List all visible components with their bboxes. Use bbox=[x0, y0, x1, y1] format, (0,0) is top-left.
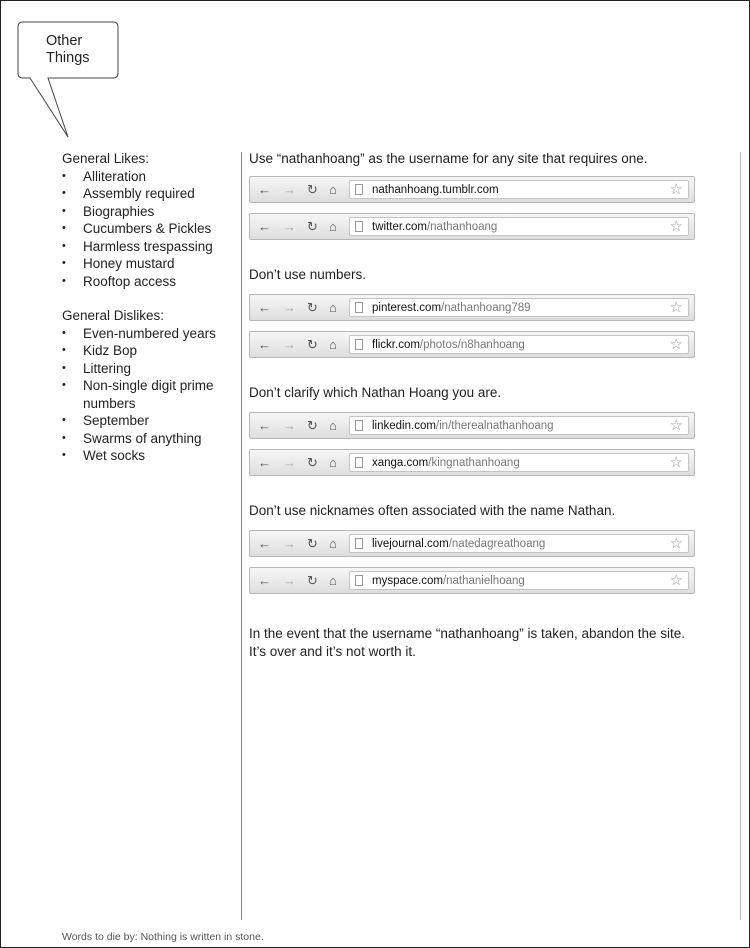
list-item: • Rooftop access bbox=[62, 273, 242, 291]
footer-quote: Words to die by: Nothing is written in stone. bbox=[62, 931, 264, 943]
browser-bar bbox=[249, 412, 695, 439]
list-item: • Swarms of anything bbox=[62, 430, 242, 448]
star-icon[interactable]: ☆ bbox=[669, 218, 683, 235]
dislikes-title: General Dislikes: bbox=[62, 308, 165, 323]
url-domain: linkedin.com bbox=[372, 420, 436, 432]
page-icon bbox=[355, 184, 363, 195]
star-icon[interactable]: ☆ bbox=[669, 336, 683, 353]
star-icon[interactable]: ☆ bbox=[669, 572, 683, 589]
url-domain: flickr.com bbox=[372, 339, 420, 351]
forward-arrow-icon[interactable]: → bbox=[283, 573, 296, 588]
callout-line-2: Things bbox=[46, 50, 90, 66]
rule-text: Don’t use numbers. bbox=[249, 267, 367, 282]
rule-text: Use “nathanhoang” as the username for any site that requires one. bbox=[249, 151, 648, 166]
url-path: /photos/n8hanhoang bbox=[419, 339, 525, 351]
address-bar[interactable] bbox=[349, 180, 689, 199]
page-icon bbox=[355, 420, 363, 431]
list-item: • Non-single digit prime numbers bbox=[62, 377, 223, 412]
home-icon[interactable]: ⌂ bbox=[329, 300, 337, 315]
browser-bar bbox=[249, 449, 695, 476]
page-icon bbox=[355, 575, 363, 586]
rule-text: Don’t use nicknames often associated with the name Nathan. bbox=[249, 503, 616, 518]
reload-icon[interactable]: ↻ bbox=[307, 536, 318, 551]
back-arrow-icon[interactable]: ← bbox=[258, 455, 271, 470]
url-text bbox=[372, 456, 520, 470]
browser-bar bbox=[249, 213, 695, 240]
home-icon[interactable]: ⌂ bbox=[329, 573, 337, 588]
home-icon[interactable]: ⌂ bbox=[329, 418, 337, 433]
list-item: • Kidz Bop bbox=[62, 342, 242, 360]
address-bar[interactable] bbox=[349, 217, 689, 236]
forward-arrow-icon[interactable]: → bbox=[283, 418, 296, 433]
back-arrow-icon[interactable]: ← bbox=[258, 337, 271, 352]
star-icon[interactable]: ☆ bbox=[669, 181, 683, 198]
reload-icon[interactable]: ↻ bbox=[307, 300, 318, 315]
likes-title: General Likes: bbox=[62, 151, 150, 166]
page-icon bbox=[355, 339, 363, 350]
reload-icon[interactable]: ↻ bbox=[307, 455, 318, 470]
address-bar[interactable] bbox=[349, 453, 689, 472]
url-path: /natedagreathoang bbox=[448, 538, 546, 550]
star-icon[interactable]: ☆ bbox=[669, 535, 683, 552]
reload-icon[interactable]: ↻ bbox=[307, 219, 318, 234]
url-text bbox=[372, 183, 499, 197]
closing-line-2: It’s over and it’s not worth it. bbox=[249, 644, 416, 659]
address-bar[interactable] bbox=[349, 534, 689, 553]
list-item: • Biographies bbox=[62, 203, 242, 221]
list-item: • September bbox=[62, 412, 242, 430]
url-text bbox=[372, 419, 554, 433]
page-icon bbox=[355, 538, 363, 549]
address-bar[interactable] bbox=[349, 335, 689, 354]
forward-arrow-icon[interactable]: → bbox=[283, 182, 296, 197]
url-path: /kingnathanhoang bbox=[428, 457, 520, 469]
reload-icon[interactable]: ↻ bbox=[307, 418, 318, 433]
forward-arrow-icon[interactable]: → bbox=[283, 337, 296, 352]
address-bar[interactable] bbox=[349, 298, 689, 317]
callout-bubble bbox=[18, 22, 118, 77]
forward-arrow-icon[interactable]: → bbox=[283, 455, 296, 470]
left-column bbox=[62, 150, 242, 465]
url-domain: twitter.com bbox=[372, 221, 427, 233]
back-arrow-icon[interactable]: ← bbox=[258, 573, 271, 588]
url-text bbox=[372, 574, 525, 588]
url-domain: myspace.com bbox=[372, 575, 443, 587]
list-item: • Wet socks bbox=[62, 447, 242, 465]
list-item: • Assembly required bbox=[62, 185, 242, 203]
browser-bar bbox=[249, 176, 695, 203]
reload-icon[interactable]: ↻ bbox=[307, 573, 318, 588]
home-icon[interactable]: ⌂ bbox=[329, 536, 337, 551]
url-domain: nathanhoang.tumblr.com bbox=[372, 184, 499, 196]
reload-icon[interactable]: ↻ bbox=[307, 337, 318, 352]
back-arrow-icon[interactable]: ← bbox=[258, 219, 271, 234]
home-icon[interactable]: ⌂ bbox=[329, 337, 337, 352]
page-icon bbox=[355, 221, 363, 232]
browser-bar bbox=[249, 331, 695, 358]
url-path: /nathanhoang789 bbox=[441, 302, 531, 314]
back-arrow-icon[interactable]: ← bbox=[258, 536, 271, 551]
url-path: /nathanielhoang bbox=[442, 575, 525, 587]
forward-arrow-icon[interactable]: → bbox=[283, 536, 296, 551]
url-domain: xanga.com bbox=[372, 457, 429, 469]
callout-line-1: Other bbox=[46, 33, 83, 49]
url-domain: livejournal.com bbox=[372, 538, 449, 550]
home-icon[interactable]: ⌂ bbox=[329, 182, 337, 197]
home-icon[interactable]: ⌂ bbox=[329, 455, 337, 470]
right-border-line bbox=[740, 152, 741, 920]
closing-line-1: In the event that the username “nathanhoang” is taken, abandon the site. bbox=[249, 626, 686, 641]
address-bar[interactable] bbox=[349, 571, 689, 590]
page-icon bbox=[355, 457, 363, 468]
star-icon[interactable]: ☆ bbox=[669, 454, 683, 471]
url-path: /in/therealnathanhoang bbox=[435, 420, 554, 432]
list-item: • Even-numbered years bbox=[62, 325, 242, 343]
likes-list bbox=[62, 168, 242, 291]
list-item: • Alliteration bbox=[62, 168, 242, 186]
forward-arrow-icon[interactable]: → bbox=[283, 219, 296, 234]
url-domain: pinterest.com bbox=[372, 302, 442, 314]
rule-text: Don’t clarify which Nathan Hoang you are. bbox=[249, 385, 502, 400]
reload-icon[interactable]: ↻ bbox=[307, 182, 318, 197]
browser-bar bbox=[249, 530, 695, 557]
url-text bbox=[372, 220, 497, 234]
back-arrow-icon[interactable]: ← bbox=[258, 182, 271, 197]
browser-bar bbox=[249, 294, 695, 321]
address-bar[interactable] bbox=[349, 416, 689, 435]
page-icon bbox=[355, 302, 363, 313]
url-text bbox=[372, 537, 545, 551]
main-column bbox=[249, 150, 699, 661]
dislikes-list bbox=[62, 325, 242, 465]
forward-arrow-icon[interactable]: → bbox=[283, 300, 296, 315]
callout-text bbox=[46, 33, 90, 67]
list-item: • Littering bbox=[62, 360, 242, 378]
url-text bbox=[372, 338, 525, 352]
back-arrow-icon[interactable]: ← bbox=[258, 300, 271, 315]
url-text bbox=[372, 301, 531, 315]
list-item: • Honey mustard bbox=[62, 255, 242, 273]
home-icon[interactable]: ⌂ bbox=[329, 219, 337, 234]
list-item: • Cucumbers & Pickles bbox=[62, 220, 242, 238]
back-arrow-icon[interactable]: ← bbox=[258, 418, 271, 433]
star-icon[interactable]: ☆ bbox=[669, 299, 683, 316]
list-item: • Harmless trespassing bbox=[62, 238, 242, 256]
column-divider bbox=[241, 152, 242, 920]
star-icon[interactable]: ☆ bbox=[669, 417, 683, 434]
url-path: /nathanhoang bbox=[426, 221, 498, 233]
browser-bar bbox=[249, 567, 695, 594]
